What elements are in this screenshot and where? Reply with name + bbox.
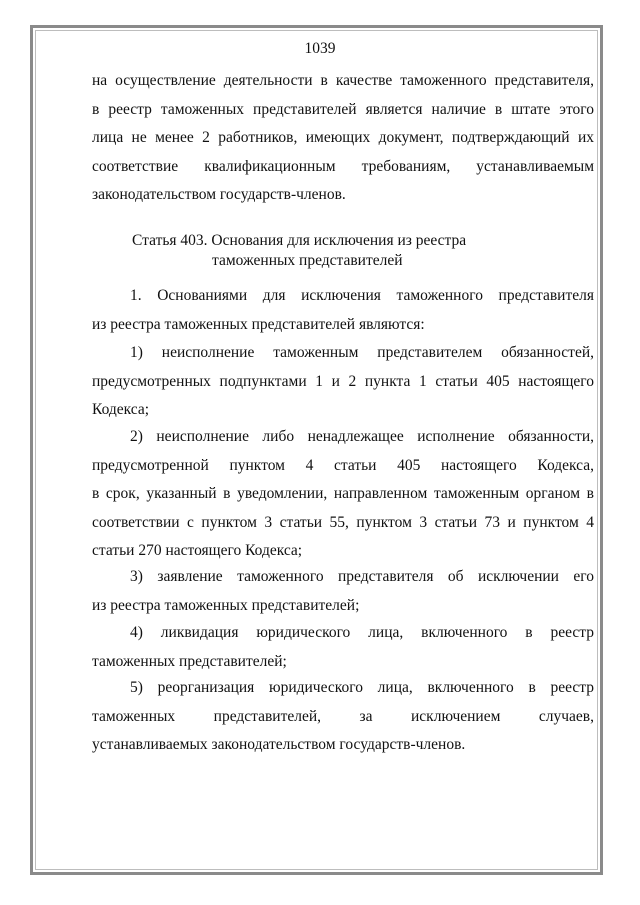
paragraph-line: таможенных представителей; (92, 652, 287, 670)
paragraph-line: предусмотренной пунктом 4 статьи 405 настоящего Кодекса, (92, 456, 594, 474)
article-heading (92, 231, 594, 271)
paragraph-line: Кодекса; (92, 401, 150, 418)
paragraph-line: статьи 270 настоящего Кодекса; (92, 542, 303, 559)
paragraph-line: 1. Основаниями для исключения таможенного представителя (130, 287, 594, 304)
intro-line: законодательством государств-членов. (92, 186, 346, 203)
paragraph-line: предусмотренных подпунктами 1 и 2 пункта 1 статьи 405 настоящего (92, 372, 594, 390)
article-heading-line: Статья 403. Основания для исключения из реестра (132, 232, 467, 249)
paragraph-line: устанавливаемых законодательством государств-членов. (92, 736, 466, 753)
intro-line: соответствие квалификационным требованиям, устанавливаемым (92, 157, 594, 175)
paragraph-line: 3) заявление таможенного представителя об исключении его (130, 568, 594, 585)
intro-line: лица не менее 2 работников, имеющих документ, подтверждающий их (92, 129, 594, 146)
intro-line: в реестр таможенных представителей является наличие в штате этого (92, 100, 594, 118)
paragraph-line: 5) реорганизация юридического лица, включенного в реестр (130, 679, 594, 696)
list-item-2 (92, 423, 594, 566)
paragraph-line: 2) неисполнение либо ненадлежащее исполнение обязанности, (130, 428, 594, 445)
list-item-4 (92, 619, 594, 676)
list-item-1 (92, 339, 594, 425)
intro-line: на осуществление деятельности в качестве таможенного представителя, (92, 72, 594, 89)
paragraph-line: 1) неисполнение таможенным представителем обязанностей, (130, 344, 594, 361)
paragraph-line: из реестра таможенных представителей; (92, 596, 360, 614)
paragraph-1 (92, 282, 594, 339)
list-item-5 (92, 674, 594, 760)
article-heading-line: таможенных представителей (212, 252, 403, 269)
list-item-3 (92, 563, 594, 620)
paragraph-line: соответствии с пунктом 3 статьи 55, пунктом 3 статьи 73 и пунктом 4 (92, 513, 594, 531)
paragraph-line: таможенных представителей, за исключением случаев, (92, 707, 594, 725)
paragraph-line: в срок, указанный в уведомлении, направленном таможенным органом в (92, 485, 594, 502)
page-number: 1039 (304, 40, 336, 57)
paragraph-line: 4) ликвидация юридического лица, включенного в реестр (130, 624, 594, 641)
paragraph-line: из реестра таможенных представителей являются: (92, 315, 425, 333)
intro-paragraph (92, 67, 594, 210)
